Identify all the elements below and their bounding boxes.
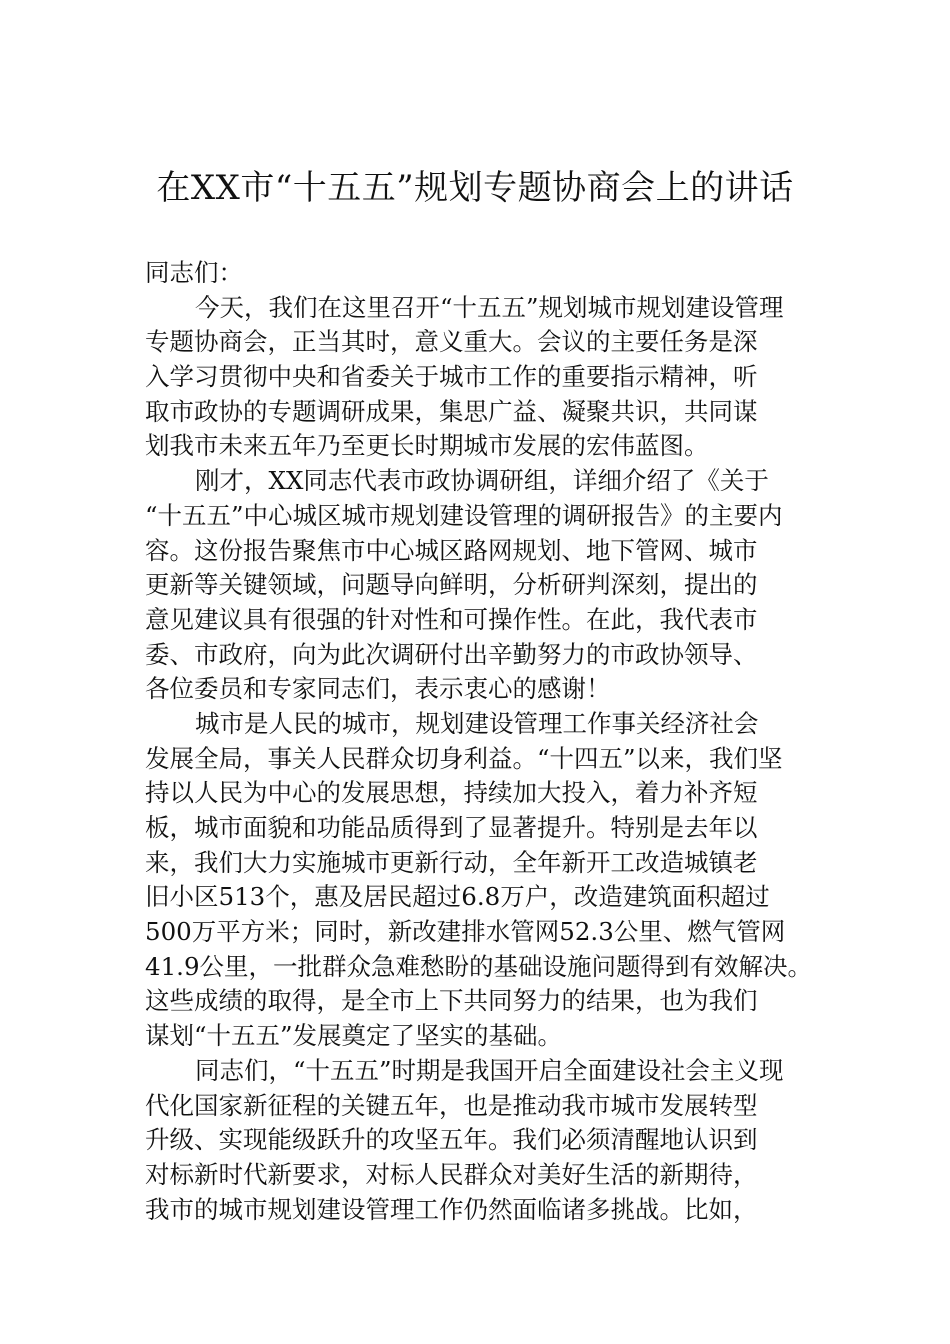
text-line: 来，我们大力实施城市更新行动，全年新开工改造城镇老 — [145, 847, 758, 877]
text-line: 代化国家新征程的关键五年，也是推动我市城市发展转型 — [145, 1090, 758, 1120]
text-line: 同志们： — [145, 258, 243, 287]
text-line: 取市政协的专题调研成果，集思广益、凝聚共识，共同谋 — [145, 396, 758, 426]
text-line: 500万平方米；同时，新改建排水管网52.3公里、燃气管网 — [145, 917, 786, 947]
text-line: 对标新时代新要求，对标人民群众对美好生活的新期待， — [145, 1159, 758, 1189]
text-line: 各位委员和专家同志们，表示衷心的感谢！ — [145, 674, 611, 704]
text-line: 划我市未来五年乃至更长时期城市发展的宏伟蓝图。 — [145, 431, 709, 461]
text-line: 发展全局，事关人民群众切身利益。“十四五”以来，我们坚 — [145, 743, 783, 773]
text-line: 谋划“十五五”发展奠定了坚实的基础。 — [145, 1021, 563, 1051]
text-line: 入学习贯彻中央和省委关于城市工作的重要指示精神，听 — [145, 362, 758, 392]
text-line: 意见建议具有很强的针对性和可操作性。在此，我代表市 — [145, 604, 758, 634]
text-line: 专题协商会，正当其时，意义重大。会议的主要任务是深 — [145, 327, 758, 357]
text-line: 今天，我们在这里召开“十五五”规划城市规划建设管理 — [195, 292, 784, 322]
text-line: 旧小区513个，惠及居民超过6.8万户，改造建筑面积超过 — [145, 882, 770, 912]
document-body — [145, 256, 835, 1227]
text-line: 刚才，XX同志代表市政协调研组，详细介绍了《关于 — [195, 466, 769, 496]
text-line: 同志们，“十五五”时期是我国开启全面建设社会主义现 — [195, 1055, 784, 1085]
text-line: 更新等关键领域，问题导向鲜明，分析研判深刻，提出的 — [145, 570, 758, 600]
document-title: 在XX市“十五五”规划专题协商会上的讲话 — [156, 168, 794, 208]
text-line: “十五五”中心城区城市规划建设管理的调研报告》的主要内 — [145, 500, 783, 530]
text-line: 41.9公里，一批群众急难愁盼的基础设施问题得到有效解决。 — [145, 951, 813, 981]
text-line: 我市的城市规划建设管理工作仍然面临诸多挑战。比如， — [145, 1194, 758, 1224]
text-line: 升级、实现能级跃升的攻坚五年。我们必须清醒地认识到 — [145, 1125, 758, 1155]
text-line: 城市是人民的城市，规划建设管理工作事关经济社会 — [195, 708, 759, 738]
text-line: 容。这份报告聚焦市中心城区路网规划、地下管网、城市 — [145, 535, 758, 565]
text-line: 委、市政府，向为此次调研付出辛勤努力的市政协领导、 — [145, 639, 758, 669]
text-line: 板，城市面貌和功能品质得到了显著提升。特别是去年以 — [145, 813, 758, 842]
text-line: 这些成绩的取得，是全市上下共同努力的结果，也为我们 — [145, 986, 758, 1016]
text-line: 持以人民为中心的发展思想，持续加大投入，着力补齐短 — [145, 778, 758, 808]
